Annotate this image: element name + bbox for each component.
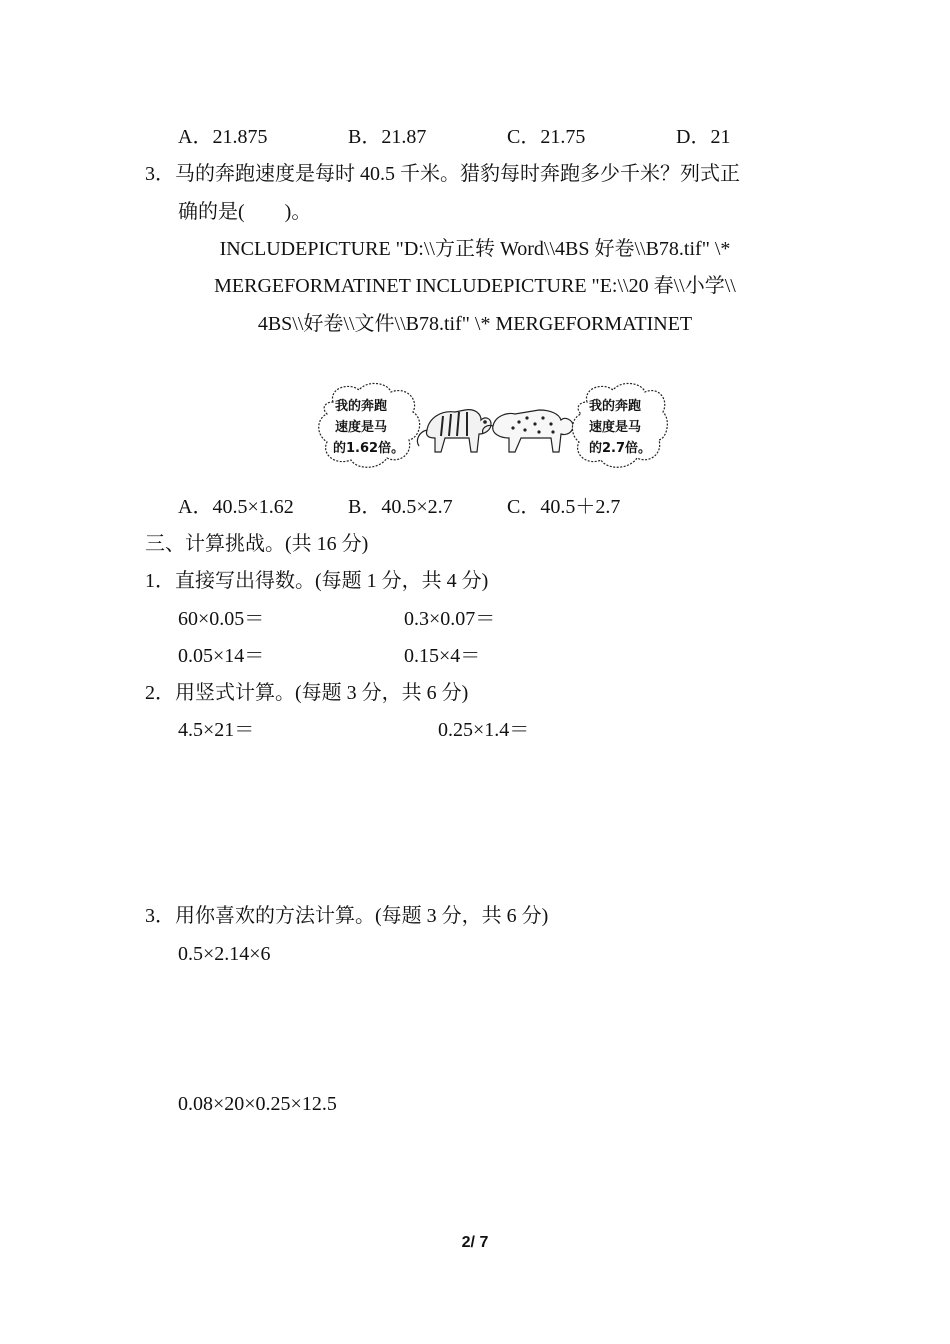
- q2-option-a: A．21.875: [178, 126, 268, 148]
- q3-stem-line2: 确的是( )。: [178, 201, 312, 223]
- q3-stem-line1: 3．马的奔跑速度是每时 40.5 千米。猎豹每时奔跑多少千米？列式正: [145, 163, 740, 185]
- right-speech-bubble: [572, 383, 667, 467]
- q3-field-code-1: INCLUDEPICTURE "D:\\方正转 Word\\4BS 好卷\\B78.tif" \*: [219, 238, 731, 260]
- part2-title: 2．用竖式计算。(每题 3 分，共 6 分): [145, 682, 469, 704]
- q3-field-code-2: MERGEFORMATINET INCLUDEPICTURE "E:\\20 春\\小学\\: [214, 275, 736, 297]
- part3-item-1: 0.5×2.14×6: [178, 943, 271, 965]
- left-bubble-line-1: 我的奔跑: [335, 399, 388, 414]
- leopard-icon: [483, 410, 573, 452]
- q3-field-code-3: 4BS\\好卷\\文件\\B78.tif" \* MERGEFORMATINET: [257, 313, 693, 335]
- right-bubble-line-1: 我的奔跑: [589, 399, 642, 414]
- left-bubble-line-3: 的1.62倍。: [333, 441, 405, 456]
- tiger-leopard-illustration: [315, 380, 670, 478]
- tiger-icon: [417, 410, 491, 452]
- part2-item-2: 0.25×1.4＝: [438, 719, 530, 741]
- q3-option-c: C．40.5＋2.7: [507, 496, 621, 518]
- part1-item-2: 0.3×0.07＝: [404, 608, 496, 630]
- q3-option-a: A．40.5×1.62: [178, 496, 294, 518]
- right-bubble-line-3: 的2.7倍。: [589, 441, 652, 456]
- q2-option-c: C．21.75: [507, 126, 586, 148]
- left-speech-bubble: [319, 383, 420, 467]
- section3-title: 三、计算挑战。(共 16 分): [145, 533, 369, 555]
- q3-option-b: B．40.5×2.7: [348, 496, 453, 518]
- left-bubble-line-2: 速度是马: [335, 420, 388, 435]
- part2-item-1: 4.5×21＝: [178, 719, 255, 741]
- page-number: 2/ 7: [461, 1234, 489, 1251]
- q2-option-d: D．21: [676, 126, 731, 148]
- part1-item-3: 0.05×14＝: [178, 645, 265, 667]
- part1-item-4: 0.15×4＝: [404, 645, 481, 667]
- part3-item-2: 0.08×20×0.25×12.5: [178, 1093, 337, 1115]
- part3-title: 3．用你喜欢的方法计算。(每题 3 分，共 6 分): [145, 905, 549, 927]
- right-bubble-line-2: 速度是马: [589, 420, 642, 435]
- part1-title: 1．直接写出得数。(每题 1 分，共 4 分): [145, 570, 489, 592]
- part1-item-1: 60×0.05＝: [178, 608, 265, 630]
- q2-option-b: B．21.87: [348, 126, 427, 148]
